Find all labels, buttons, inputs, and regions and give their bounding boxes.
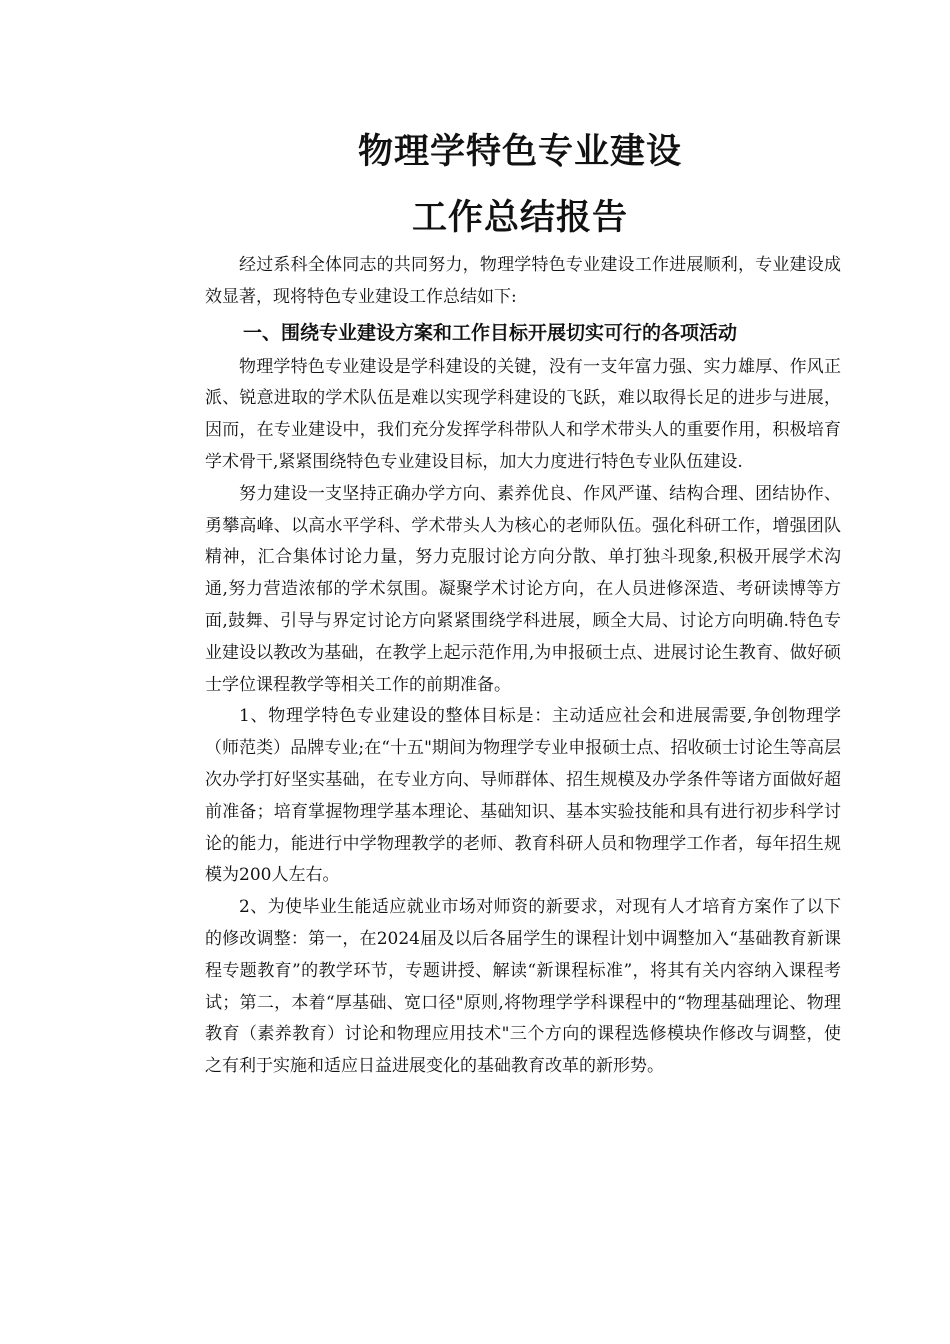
title-block	[0, 119, 950, 251]
document-title-line-1: 物理学特色专业建设	[357, 132, 682, 172]
section-heading: 一、围绕专业建设方案和工作目标开展切实可行的各项活动	[243, 321, 738, 344]
document-title-line-2: 工作总结报告	[411, 198, 628, 238]
document-body	[205, 250, 841, 1083]
body-paragraph-1: 物理学特色专业建设是学科建设的关键，没有一支年富力强、实力雄厚、作风正派、锐意进取的学术队伍是难以实现学科建设的飞跃，难以取得长足的进步与进展，因而，在专业建设中，我们充分发挥学科带队人和学术带头人的重要作用，积极培育学术骨干,紧紧围绕特色专业建设目标，加大力度进行特色专业队伍建设.	[205, 356, 841, 472]
intro-paragraph: 经过系科全体同志的共同努力，物理学特色专业建设工作进展顺利，专业建设成效显著，现将特色专业建设工作总结如下:	[205, 255, 841, 307]
body-paragraph-2: 努力建设一支坚持正确办学方向、素养优良、作风严谨、结构合理、团结协作、勇攀高峰、以高水平学科、学术带头人为核心的老师队伍。强化科研工作，增强团队精神，汇合集体讨论力量，努力克服讨论方向分散、单打独斗现象,积极开展学术沟通,努力营造浓郁的学术氛围。凝聚学术讨论方向，在人员进修深造、考研读博等方面,鼓舞、引导与界定讨论方向紧紧围绕学科进展，顾全大局、讨论方向明确.特色专业建设以教改为基础，在教学上起示范作用,为申报硕士点、进展讨论生教育、做好硕士学位课程教学等相关工作的前期准备。	[205, 483, 841, 695]
body-paragraph-4: 2、为使毕业生能适应就业市场对师资的新要求，对现有人才培育方案作了以下的修改调整：第一，在2024届及以后各届学生的课程计划中调整加入“基础教育新课程专题教育”的教学环节，专题讲授、解读“新课程标准”，将其有关内容纳入课程考试；第二，本着“厚基础、宽口径"原则,将物理学学科课程中的“物理基础理论、物理教育（素养教育）讨论和物理应用技术"三个方向的课程选修模块作修改与调整，使之有利于实施和适应日益进展变化的基础教育改革的新形势。	[205, 897, 841, 1077]
body-paragraph-3: 1、物理学特色专业建设的整体目标是：主动适应社会和进展需要,争创物理学（师范类）品牌专业;在“十五"期间为物理学专业申报硕士点、招收硕士讨论生等高层次办学打好坚实基础，在专业方向、导师群体、招生规模及办学条件等诸方面做好超前准备；培育掌握物理学基本理论、基础知识、基本实验技能和具有进行初步科学讨论的能力，能进行中学物理教学的老师、教育科研人员和物理学工作者，每年招生规模为200人左右。	[205, 706, 841, 886]
